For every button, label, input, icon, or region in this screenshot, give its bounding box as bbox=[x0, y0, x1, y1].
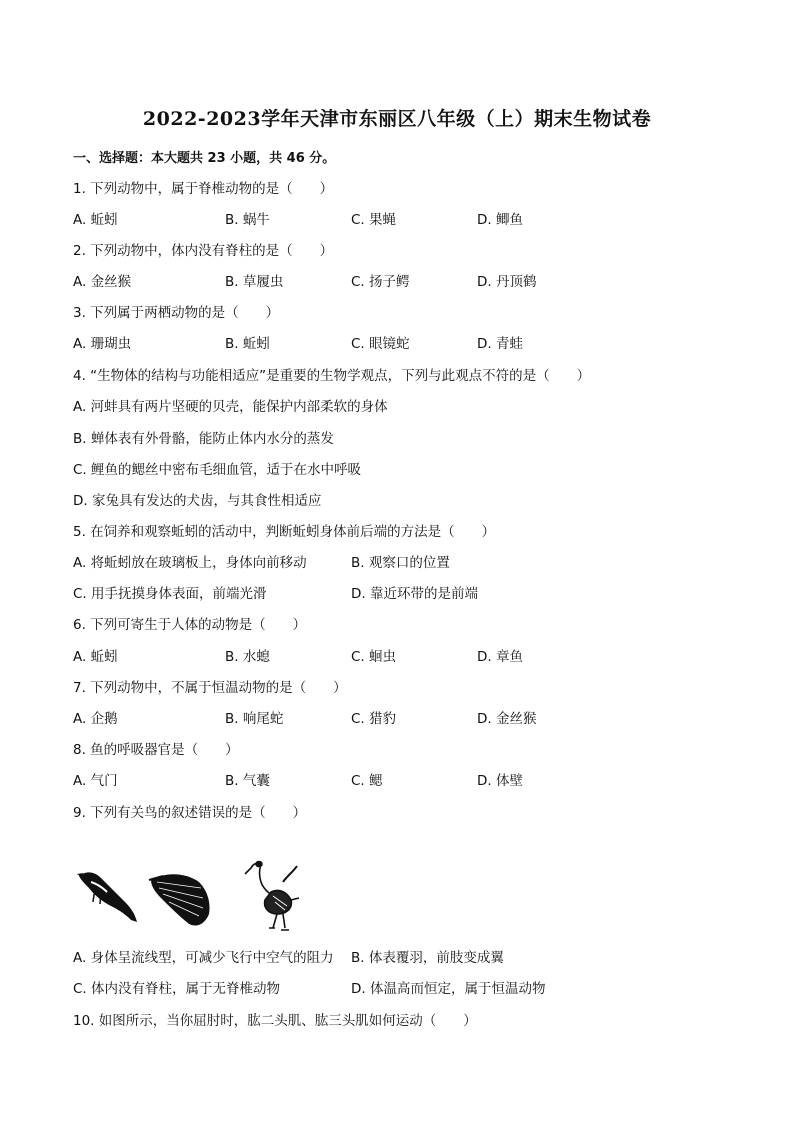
section-heading: 一、选择题：本大题共 23 小题，共 46 分。 bbox=[73, 151, 336, 166]
option-b: B. 蚯蚓 bbox=[225, 336, 270, 352]
option-d: D. 家兔具有发达的犬齿，与其食性相适应 bbox=[73, 493, 322, 509]
question-options-3 bbox=[73, 332, 733, 352]
option-b: B. 蜗牛 bbox=[225, 212, 270, 228]
option-b: B. 气囊 bbox=[225, 773, 270, 789]
question-stem-4: 4. “生物体的结构与功能相适应”是重要的生物学观点，下列与此观点不符的是（ ） bbox=[73, 368, 591, 384]
option-a: A. 蚯蚓 bbox=[73, 212, 118, 228]
option-a: A. 蚯蚓 bbox=[73, 649, 118, 665]
option-d: D. 体温高而恒定，属于恒温动物 bbox=[351, 981, 546, 997]
option-a: A. 气门 bbox=[73, 773, 118, 789]
option-c: C. 眼镜蛇 bbox=[351, 336, 410, 352]
option-c: C. 猎豹 bbox=[351, 711, 397, 727]
question-stem-2: 2. 下列动物中，体内没有脊柱的是（ ） bbox=[73, 243, 334, 259]
magpie-illustration bbox=[77, 872, 137, 922]
option-d: D. 靠近环带的是前端 bbox=[351, 586, 478, 602]
option-c: C. 蛔虫 bbox=[351, 649, 397, 665]
question-options-9b bbox=[73, 977, 733, 997]
question-stem-5: 5. 在饲养和观察蚯蚓的活动中，判断蚯蚓身体前后端的方法是（ ） bbox=[73, 524, 496, 540]
option-a: A. 珊瑚虫 bbox=[73, 336, 132, 352]
question-stem-3: 3. 下列属于两栖动物的是（ ） bbox=[73, 305, 280, 321]
option-b: B. 草履虫 bbox=[225, 274, 284, 290]
question-stem-1: 1. 下列动物中，属于脊椎动物的是（ ） bbox=[73, 181, 334, 197]
option-b: B. 观察口的位置 bbox=[351, 555, 450, 571]
option-d: D. 体壁 bbox=[477, 773, 523, 789]
question-options-5a bbox=[73, 551, 733, 571]
question-options-2 bbox=[73, 270, 733, 290]
question-options-1 bbox=[73, 208, 733, 228]
option-c: C. 用手抚摸身体表面，前端光滑 bbox=[73, 586, 267, 602]
wing-illustration bbox=[149, 874, 210, 925]
question-stem-7: 7. 下列动物中，不属于恒温动物的是（ ） bbox=[73, 680, 347, 696]
page-title: 2022-2023学年天津市东丽区八年级（上）期末生物试卷 bbox=[142, 108, 652, 130]
option-a: A. 河蚌具有两片坚硬的贝壳，能保护内部柔软的身体 bbox=[73, 399, 388, 415]
option-c: C. 果蝇 bbox=[351, 212, 397, 228]
option-d: D. 丹顶鹤 bbox=[477, 274, 537, 290]
option-a: A. 企鹅 bbox=[73, 711, 118, 727]
option-a: A. 金丝猴 bbox=[73, 274, 132, 290]
question-options-8 bbox=[73, 769, 733, 789]
bird-skeleton-illustration bbox=[245, 862, 299, 931]
option-c: C. 体内没有脊柱，属于无脊椎动物 bbox=[73, 981, 281, 997]
option-d: D. 鲫鱼 bbox=[477, 212, 523, 228]
option-b: B. 响尾蛇 bbox=[225, 711, 284, 727]
question-options-9a bbox=[73, 946, 733, 966]
option-a: A. 将蚯蚓放在玻璃板上，身体向前移动 bbox=[73, 555, 307, 571]
option-d: D. 青蛙 bbox=[477, 336, 523, 352]
question-stem-10: 10. 如图所示，当你屈肘时，肱二头肌、肱三头肌如何运动（ ） bbox=[73, 1013, 477, 1029]
question-options-6 bbox=[73, 645, 733, 665]
option-c: C. 鳃 bbox=[351, 773, 383, 789]
option-c: C. 鲤鱼的鳃丝中密布毛细血管，适于在水中呼吸 bbox=[73, 462, 362, 478]
question-stem-9: 9. 下列有关鸟的叙述错误的是（ ） bbox=[73, 805, 307, 821]
option-b: B. 体表覆羽，前肢变成翼 bbox=[351, 950, 504, 966]
question-options-7 bbox=[73, 707, 733, 727]
bird-figure bbox=[73, 858, 303, 933]
option-c: C. 扬子鳄 bbox=[351, 274, 410, 290]
option-d: D. 章鱼 bbox=[477, 649, 523, 665]
option-b: B. 水螅 bbox=[225, 649, 270, 665]
question-options-5b bbox=[73, 582, 733, 602]
option-a: A. 身体呈流线型，可减少飞行中空气的阻力 bbox=[73, 950, 334, 966]
option-b: B. 蝉体表有外骨骼，能防止体内水分的蒸发 bbox=[73, 431, 334, 447]
option-d: D. 金丝猴 bbox=[477, 711, 537, 727]
question-stem-8: 8. 鱼的呼吸器官是（ ） bbox=[73, 742, 239, 758]
question-stem-6: 6. 下列可寄生于人体的动物是（ ） bbox=[73, 617, 307, 633]
